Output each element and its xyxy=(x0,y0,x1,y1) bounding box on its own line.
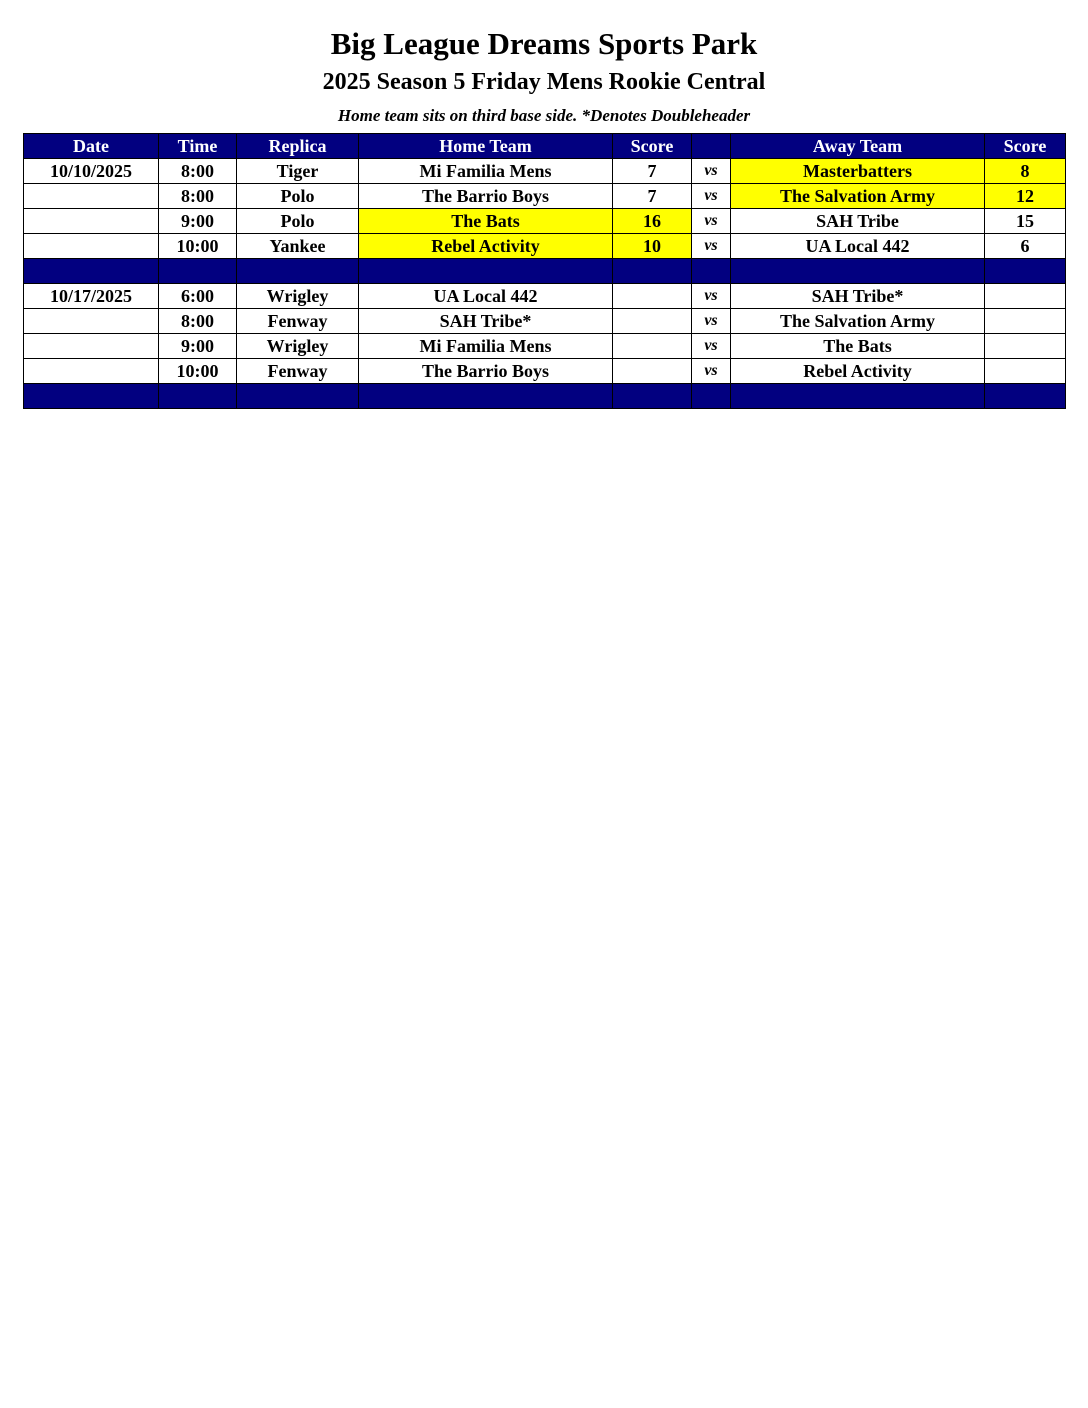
date-cell xyxy=(24,334,159,359)
page-subtitle: 2025 Season 5 Friday Mens Rookie Central xyxy=(322,69,766,95)
home-score-cell-winner: 10 xyxy=(613,234,692,259)
home-score-cell xyxy=(613,334,692,359)
column-header-away-team: Away Team xyxy=(731,134,985,159)
date-cell: 10/17/2025 xyxy=(24,284,159,309)
column-header-date: Date xyxy=(24,134,159,159)
date-cell xyxy=(24,184,159,209)
date-cell xyxy=(24,234,159,259)
away-team-cell-winner: Masterbatters xyxy=(731,159,985,184)
time-cell: 8:00 xyxy=(159,184,237,209)
away-score-cell-winner: 8 xyxy=(985,159,1066,184)
away-team-cell: SAH Tribe xyxy=(731,209,985,234)
away-team-cell: Rebel Activity xyxy=(731,359,985,384)
vs-cell: vs xyxy=(692,334,731,359)
home-team-cell: The Barrio Boys xyxy=(359,359,613,384)
separator-cell xyxy=(24,384,159,409)
away-team-cell: SAH Tribe* xyxy=(731,284,985,309)
time-cell: 8:00 xyxy=(159,159,237,184)
separator-cell xyxy=(24,259,159,284)
vs-cell: vs xyxy=(692,284,731,309)
header-row xyxy=(24,134,1066,159)
replica-cell: Yankee xyxy=(237,234,359,259)
away-team-cell: UA Local 442 xyxy=(731,234,985,259)
replica-cell: Fenway xyxy=(237,309,359,334)
page-title: Big League Dreams Sports Park xyxy=(330,26,758,61)
separator-row xyxy=(24,259,1066,284)
table-row xyxy=(24,359,1066,384)
home-team-cell: The Barrio Boys xyxy=(359,184,613,209)
column-header-home-score: Score xyxy=(613,134,692,159)
vs-cell: vs xyxy=(692,209,731,234)
table-row xyxy=(24,209,1066,234)
separator-cell xyxy=(237,259,359,284)
date-cell xyxy=(24,359,159,384)
table-row xyxy=(24,309,1066,334)
away-score-cell xyxy=(985,309,1066,334)
schedule-table xyxy=(23,133,1066,409)
separator-cell xyxy=(692,259,731,284)
away-score-cell: 6 xyxy=(985,234,1066,259)
replica-cell: Polo xyxy=(237,184,359,209)
away-score-cell xyxy=(985,334,1066,359)
replica-cell: Polo xyxy=(237,209,359,234)
away-score-cell xyxy=(985,284,1066,309)
time-cell: 6:00 xyxy=(159,284,237,309)
home-score-cell-winner: 16 xyxy=(613,209,692,234)
separator-row xyxy=(24,384,1066,409)
replica-cell: Wrigley xyxy=(237,284,359,309)
replica-cell: Wrigley xyxy=(237,334,359,359)
away-team-cell-winner: The Salvation Army xyxy=(731,184,985,209)
vs-cell: vs xyxy=(692,184,731,209)
home-team-cell: UA Local 442 xyxy=(359,284,613,309)
table-row xyxy=(24,334,1066,359)
home-team-cell: Mi Familia Mens xyxy=(359,159,613,184)
table-row xyxy=(24,284,1066,309)
table-row xyxy=(24,184,1066,209)
separator-cell xyxy=(731,259,985,284)
time-cell: 9:00 xyxy=(159,334,237,359)
separator-cell xyxy=(985,384,1066,409)
home-team-cell: SAH Tribe* xyxy=(359,309,613,334)
column-header-away-score: Score xyxy=(985,134,1066,159)
home-score-cell xyxy=(613,284,692,309)
separator-cell xyxy=(731,384,985,409)
column-header-vs xyxy=(692,134,731,159)
date-cell: 10/10/2025 xyxy=(24,159,159,184)
vs-cell: vs xyxy=(692,359,731,384)
vs-cell: vs xyxy=(692,309,731,334)
separator-cell xyxy=(159,259,237,284)
home-team-cell-winner: The Bats xyxy=(359,209,613,234)
away-score-cell-winner: 12 xyxy=(985,184,1066,209)
vs-cell: vs xyxy=(692,234,731,259)
column-header-time: Time xyxy=(159,134,237,159)
replica-cell: Fenway xyxy=(237,359,359,384)
time-cell: 9:00 xyxy=(159,209,237,234)
separator-cell xyxy=(985,259,1066,284)
away-team-cell: The Salvation Army xyxy=(731,309,985,334)
away-score-cell: 15 xyxy=(985,209,1066,234)
home-score-cell: 7 xyxy=(613,184,692,209)
date-cell xyxy=(24,209,159,234)
replica-cell: Tiger xyxy=(237,159,359,184)
column-header-home-team: Home Team xyxy=(359,134,613,159)
separator-cell xyxy=(692,384,731,409)
separator-cell xyxy=(359,384,613,409)
separator-cell xyxy=(159,384,237,409)
home-team-cell: Mi Familia Mens xyxy=(359,334,613,359)
time-cell: 8:00 xyxy=(159,309,237,334)
table-row xyxy=(24,234,1066,259)
time-cell: 10:00 xyxy=(159,359,237,384)
separator-cell xyxy=(359,259,613,284)
home-score-cell: 7 xyxy=(613,159,692,184)
home-score-cell xyxy=(613,309,692,334)
table-row xyxy=(24,159,1066,184)
separator-cell xyxy=(613,384,692,409)
away-score-cell xyxy=(985,359,1066,384)
vs-cell: vs xyxy=(692,159,731,184)
away-team-cell: The Bats xyxy=(731,334,985,359)
column-header-replica: Replica xyxy=(237,134,359,159)
home-score-cell xyxy=(613,359,692,384)
separator-cell xyxy=(237,384,359,409)
home-team-cell-winner: Rebel Activity xyxy=(359,234,613,259)
time-cell: 10:00 xyxy=(159,234,237,259)
schedule-note: Home team sits on third base side. *Denotes Doubleheader xyxy=(337,106,751,125)
date-cell xyxy=(24,309,159,334)
separator-cell xyxy=(613,259,692,284)
